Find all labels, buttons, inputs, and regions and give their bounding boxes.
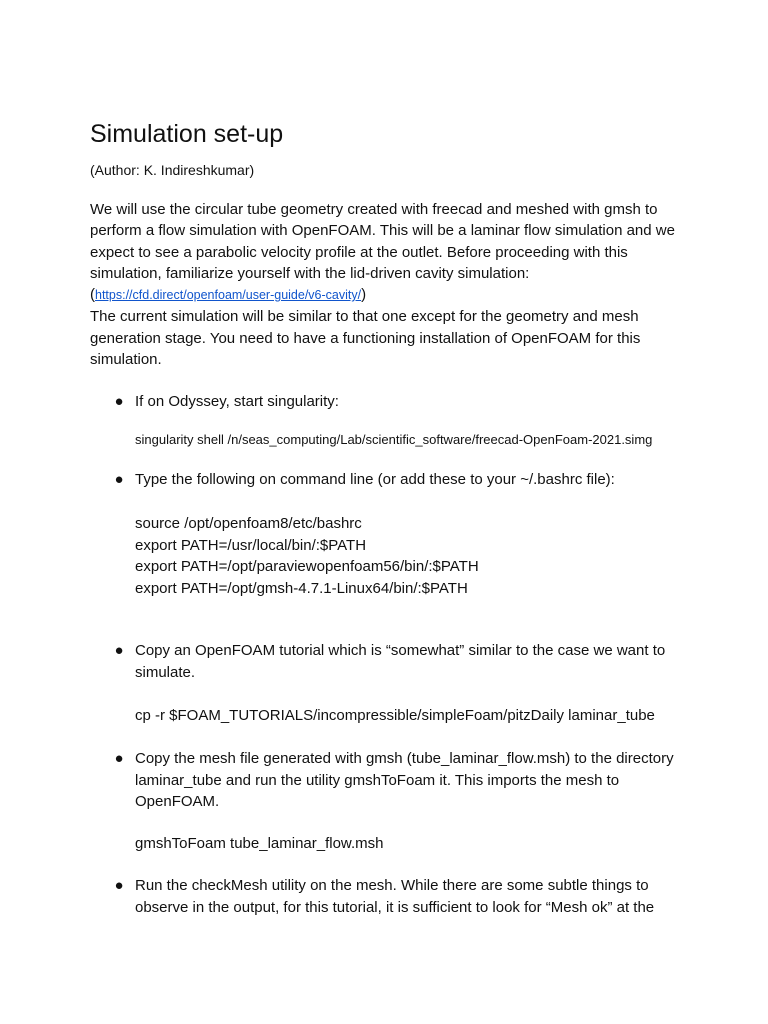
bullet-icon: ●: [114, 750, 124, 767]
link-close-paren: ): [361, 286, 367, 304]
intro-paragraph-2: The current simulation will be similar to that one except for the geometry and mesh generation stage. You need to have a functioning installation of OpenFOAM for this simulation.: [90, 308, 641, 369]
list-item-text: Run the checkMesh utility on the mesh. While there are some subtle things to observe in the output, for this tutorial, it is sufficient to look for “Mesh ok” at the: [135, 877, 655, 916]
bullet-icon: ●: [114, 642, 124, 659]
bullet-icon: ●: [114, 877, 124, 894]
command-line: singularity shell /n/seas_computing/Lab/scientific_software/freecad-OpenFoam-2021.simg: [135, 432, 653, 447]
bullet-icon: ●: [114, 393, 124, 410]
intro-section: [90, 199, 680, 370]
page-title: Simulation set-up: [90, 120, 284, 148]
cavity-tutorial-link[interactable]: https://cfd.direct/openfoam/user-guide/v6-cavity/: [95, 288, 362, 303]
command-line: export PATH=/opt/gmsh-4.7.1-Linux64/bin/:$PATH: [135, 579, 468, 597]
command-line: source /opt/openfoam8/etc/bashrc: [135, 515, 362, 532]
list-item-text: Copy the mesh file generated with gmsh (tube_laminar_flow.msh) to the directory laminar_tube and run the utility gmshToFoam it. This imports the mesh to OpenFOAM.: [135, 750, 674, 810]
intro-paragraph: We will use the circular tube geometry created with freecad and meshed with gmsh to perform a flow simulation with OpenFOAM. This will be a laminar flow simulation and we expect to see a parabolic velocity profile at the outlet. Before proceeding with this simulation, familiarize yourself with the lid-driven cavity simulation:: [90, 201, 675, 282]
command-line: gmshToFoam tube_laminar_flow.msh: [135, 835, 384, 852]
list-item-text: Copy an OpenFOAM tutorial which is “somewhat” similar to the case we want to simulate.: [135, 642, 666, 681]
bullet-icon: ●: [114, 471, 124, 488]
list-item-text: If on Odyssey, start singularity:: [135, 393, 339, 410]
command-line: export PATH=/usr/local/bin/:$PATH: [135, 536, 367, 554]
list-item-text: Type the following on command line (or add these to your ~/.bashrc file):: [135, 471, 615, 488]
reference-link-line: [90, 284, 680, 306]
command-line: cp -r $FOAM_TUTORIALS/incompressible/simpleFoam/pitzDaily laminar_tube: [135, 707, 655, 724]
link-open-paren: (: [90, 286, 95, 304]
command-line: export PATH=/opt/paraviewopenfoam56/bin/:$PATH: [135, 558, 479, 575]
author-line: (Author: K. Indireshkumar): [90, 162, 255, 178]
